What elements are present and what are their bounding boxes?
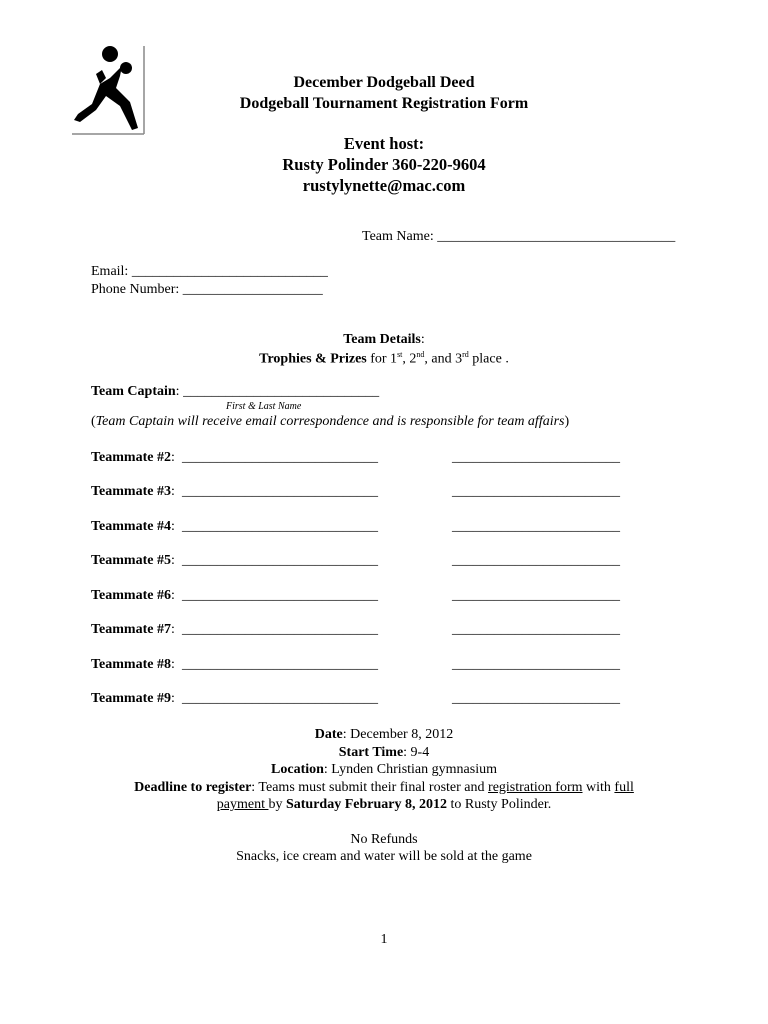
teammate-name-line[interactable]: ____________________________ (182, 519, 378, 534)
teammate-label: Teammate #4 (91, 519, 171, 534)
teammate-name-line[interactable]: ____________________________ (182, 450, 378, 465)
registration-deadline: Deadline to register: Teams must submit their final roster and registration form with full payment by Saturday February 8, 2012 to Rusty Polinder. (134, 779, 634, 812)
email-line[interactable]: ____________________________ (131, 264, 328, 279)
team-name-field[interactable] (362, 229, 675, 245)
teammate-row: Teammate #5: ____________________________ ________________________ (91, 553, 620, 568)
teammate-name-line[interactable]: ____________________________ (182, 622, 378, 637)
teammate-name-line[interactable]: ____________________________ (182, 588, 378, 603)
event-title: December Dodgeball Deed (293, 74, 475, 91)
teammate-name-line[interactable]: ____________________________ (182, 691, 378, 706)
phone-line[interactable]: ____________________ (182, 282, 323, 297)
page-number: 1 (380, 932, 388, 947)
snacks-note: Snacks, ice cream and water will be sold at the game (236, 849, 532, 864)
team-captain-field[interactable]: Team Captain: ____________________________ (91, 384, 380, 399)
teammate-extra-line[interactable]: ________________________ (452, 588, 620, 603)
form-header (0, 72, 768, 196)
team-captain-line[interactable]: ____________________________ (183, 384, 380, 399)
team-details-heading: Team Details: (343, 332, 425, 347)
event-location: Location: Lynden Christian gymnasium (271, 762, 497, 777)
email-field[interactable] (91, 263, 328, 281)
team-captain-label: Team Captain (91, 384, 176, 399)
teammate-extra-line[interactable]: ________________________ (452, 691, 620, 706)
teammate-row: Teammate #9: ____________________________ ________________________ (91, 691, 620, 706)
teammate-label: Teammate #9 (91, 691, 171, 706)
phone-field[interactable] (91, 281, 328, 299)
teammate-label: Teammate #6 (91, 588, 171, 603)
teammate-extra-line[interactable]: ________________________ (452, 553, 620, 568)
teammate-extra-line[interactable]: ________________________ (452, 622, 620, 637)
event-host-email: rustylynette@mac.com (302, 176, 466, 195)
teammate-label: Teammate #7 (91, 622, 171, 637)
teammate-label: Teammate #8 (91, 657, 171, 672)
event-start-time: Start Time: 9-4 (338, 744, 430, 760)
prizes-line: Trophies & Prizes for 1st, 2nd, and 3rd place . (259, 350, 509, 367)
event-details (0, 726, 768, 866)
event-host-contact: Rusty Polinder 360-220-9604 (282, 155, 486, 174)
teammate-extra-line[interactable]: ________________________ (452, 484, 620, 499)
teammate-row: Teammate #7: ____________________________ ________________________ (91, 622, 620, 637)
teammate-label: Teammate #5 (91, 553, 171, 568)
teammate-row: Teammate #8: ____________________________ ________________________ (91, 657, 620, 672)
team-captain-note: (Team Captain will receive email correspondence and is responsible for team affairs) (91, 414, 570, 429)
teammate-row: Teammate #2: ____________________________ ________________________ (91, 450, 620, 465)
teammate-extra-line[interactable]: ________________________ (452, 450, 620, 465)
teammate-label: Teammate #3 (91, 484, 171, 499)
teammate-name-line[interactable]: ____________________________ (182, 553, 378, 568)
email-label: Email: (91, 264, 129, 279)
teammate-extra-line[interactable]: ________________________ (452, 519, 620, 534)
teammate-row: Teammate #4: ____________________________ ________________________ (91, 519, 620, 534)
no-refunds-note: No Refunds (350, 831, 418, 847)
event-date: Date: December 8, 2012 (314, 727, 454, 742)
teammate-name-line[interactable]: ____________________________ (182, 484, 378, 499)
teammate-name-line[interactable]: ____________________________ (182, 657, 378, 672)
first-last-name-caption: First & Last Name (226, 401, 302, 412)
phone-label: Phone Number: (91, 282, 180, 297)
team-name-label: Team Name: (362, 229, 434, 244)
team-name-line[interactable]: __________________________________ (437, 229, 676, 244)
teammate-row: Teammate #3: ____________________________ ________________________ (91, 484, 620, 499)
event-host-label: Event host: (343, 134, 425, 153)
teammate-extra-line[interactable]: ________________________ (452, 657, 620, 672)
teammate-row: Teammate #6: ____________________________ ________________________ (91, 588, 620, 603)
form-title: Dodgeball Tournament Registration Form (239, 95, 529, 112)
contact-fields (91, 263, 328, 299)
teammate-label: Teammate #2 (91, 450, 171, 465)
